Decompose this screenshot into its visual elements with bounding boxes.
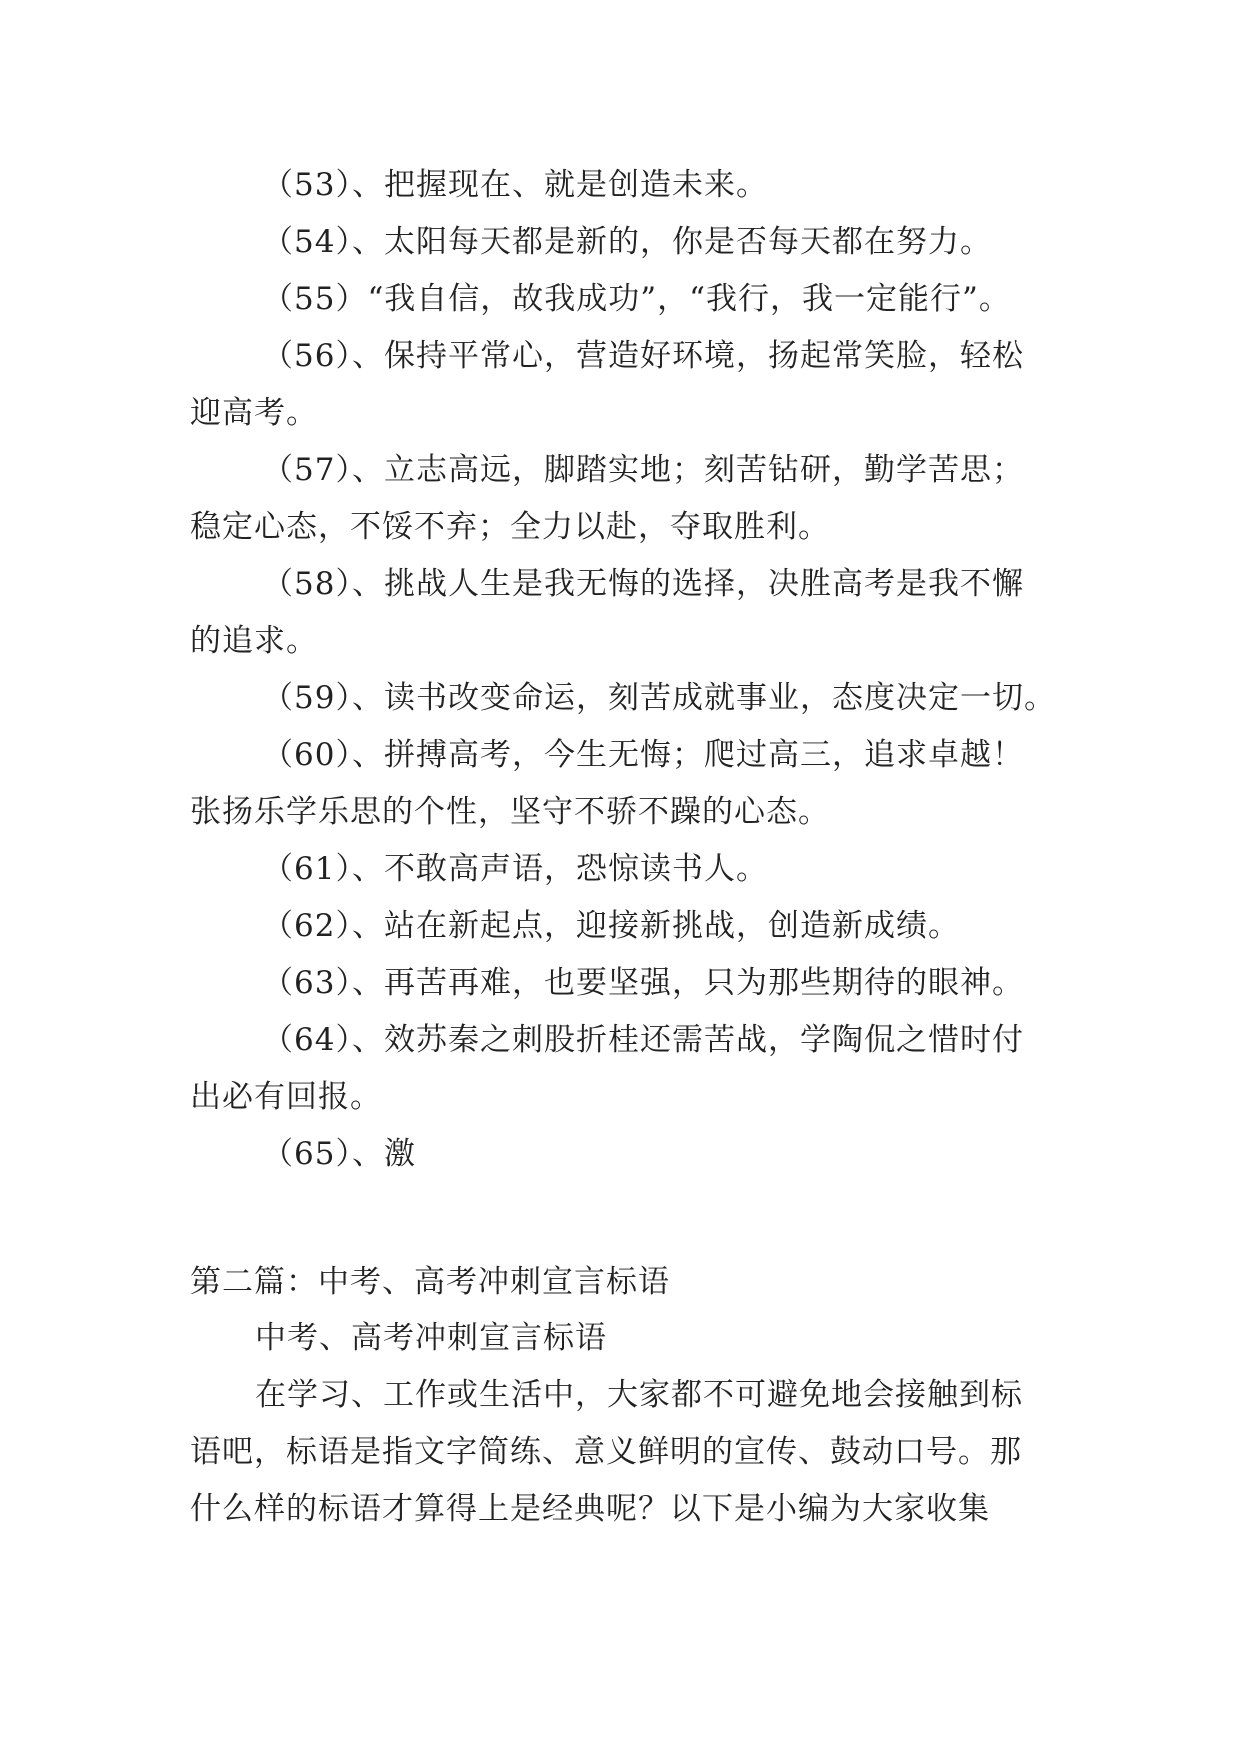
item-59: （59）、读书改变命运，刻苦成就事业，态度决定一切。	[262, 680, 1056, 716]
item-58-line-2: 的追求。	[190, 623, 318, 659]
paragraph-line-1: 在学习、工作或生活中，大家都不可避免地会接触到标	[255, 1377, 1023, 1413]
item-56-line-1: （56）、保持平常心，营造好环境，扬起常笑脸，轻松	[262, 338, 1024, 374]
item-64-line-1: （64）、效苏秦之刺股折桂还需苦战，学陶侃之惜时付	[262, 1022, 1024, 1058]
item-53: （53）、把握现在、就是创造未来。	[262, 167, 768, 203]
item-64-line-2: 出必有回报。	[190, 1079, 382, 1115]
item-54: （54）、太阳每天都是新的，你是否每天都在努力。	[262, 224, 992, 260]
item-58-line-1: （58）、挑战人生是我无悔的选择，决胜高考是我不懈	[262, 566, 1024, 602]
paragraph-line-2: 语吧，标语是指文字简练、意义鲜明的宣传、鼓动口号。那	[190, 1434, 1022, 1470]
item-61: （61）、不敢高声语，恐惊读书人。	[262, 851, 768, 887]
paragraph-line-3: 什么样的标语才算得上是经典呢？以下是小编为大家收集	[190, 1491, 990, 1527]
item-56-line-2: 迎高考。	[190, 395, 318, 431]
item-57-line-2: 稳定心态，不馁不弃；全力以赴，夺取胜利。	[190, 509, 830, 545]
item-63: （63）、再苦再难，也要坚强，只为那些期待的眼神。	[262, 965, 1024, 1001]
item-55: （55）“我自信，故我成功”，“我行，我一定能行”。	[262, 281, 1011, 317]
item-60-line-1: （60）、拼搏高考，今生无悔；爬过高三，追求卓越！	[262, 737, 1024, 773]
item-65: （65）、激	[262, 1136, 416, 1172]
section-heading: 第二篇：中考、高考冲刺宣言标语	[190, 1264, 670, 1300]
item-57-line-1: （57）、立志高远，脚踏实地；刻苦钻研，勤学苦思；	[262, 452, 1024, 488]
item-62: （62）、站在新起点，迎接新挑战，创造新成绩。	[262, 908, 960, 944]
item-60-line-2: 张扬乐学乐思的个性，坚守不骄不躁的心态。	[190, 794, 830, 830]
section-subtitle: 中考、高考冲刺宣言标语	[255, 1320, 607, 1356]
